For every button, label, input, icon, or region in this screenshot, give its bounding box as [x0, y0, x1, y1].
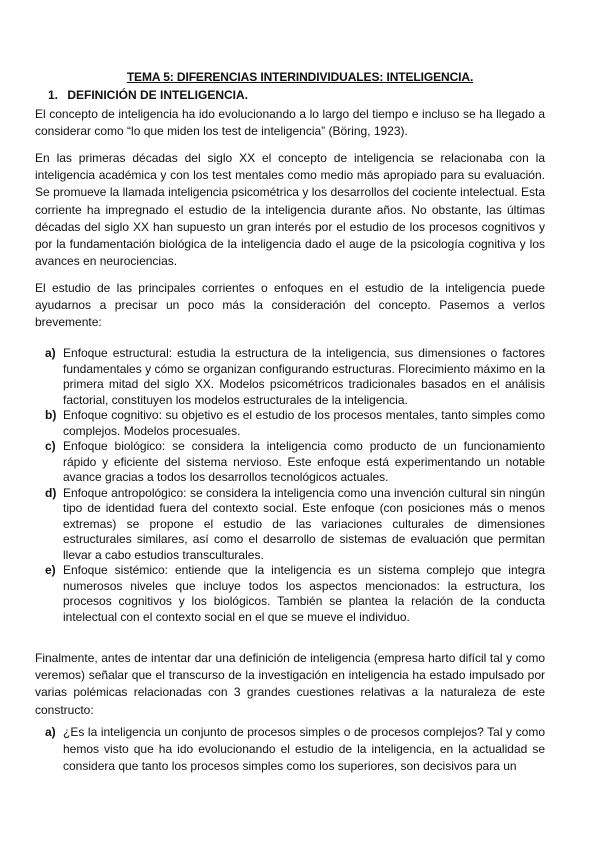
list-item-letter: d) — [45, 485, 57, 500]
list-item-text: Enfoque antropológico: se considera la inteligencia como una invención cultural sin ningún tipo de identidad fuera del contexto social. Este enfoque (con posiciones más o menos extremas) se propone el estudio de las variaciones culturales de dimensiones estructurales similares, así como el desarrollo de sistemas de evaluación que permitan llevar a cabo estudios transculturales. — [63, 485, 545, 562]
section-title: DEFINICIÓN DE INTELIGENCIA. — [67, 88, 249, 102]
paragraph-conclusion: Finalmente, antes de intentar dar una definición de inteligencia (empresa harto difícil tal y como veremos) señalar que el transcurso de la investigación en inteligencia ha estado impulsado por varias polémicas relacionadas con 3 grandes cuestiones relativas a la naturaleza de este constructo: — [35, 651, 545, 717]
list-item — [35, 563, 545, 625]
paragraph-history: En las primeras décadas del siglo XX el concepto de inteligencia se relacionaba con la inteligencia académica y con los test mentales como medio más apropiado para su evaluación. Se promueve la llamada inteligencia psicométrica y los desarrollos del cociente intelectual. Esta corriente ha impregnado el estudio de la inteligencia durante años. No obstante, las últimas décadas del siglo XX han supuesto un gran interés por el estudio de los procesos cognitivos y por la fundamentación biológica de la inteligencia dado el auge de la psicología cognitiva y los avances en neurociencias. — [35, 151, 545, 269]
list-item-text: Enfoque estructural: estudia la estructura de la inteligencia, sus dimensiones o factores fundamentales y cómo se organizan configurando estructuras. Florecimiento máximo en la primera mitad del siglo XX. Modelos psicométricos tradicionales basados en el análisis factorial, constituyen los modelos estructurales de la inteligencia. — [63, 346, 545, 407]
list-item-text: Enfoque biológico: se considera la inteligencia como producto de un funcionamiento rápido y eficiente del sistema nervioso. Este enfoque está experimentando un notable avance gracias a todos los desarrollos tecnológicos actuales. — [63, 439, 545, 484]
paragraph-approaches-intro: El estudio de las principales corrientes o enfoques en el estudio de la inteligencia puede ayudarnos a precisar un poco más la consideración del concepto. Pasemos a verlos brevemente: — [35, 281, 545, 330]
questions-list — [35, 724, 545, 776]
list-item-text: ¿Es la inteligencia un conjunto de procesos simples o de procesos complejos? Tal y como hemos visto que ha ido evolucionando el estudio de la inteligencia, en la actualidad se considera que tanto los procesos simples como los superiores, son decisivos para un — [63, 725, 545, 774]
list-item-letter: b) — [45, 408, 57, 422]
list-item — [35, 724, 545, 776]
list-item-letter: c) — [45, 439, 56, 453]
list-item-letter: a) — [45, 725, 56, 739]
section-heading — [48, 88, 248, 102]
list-item — [35, 346, 545, 408]
list-item — [35, 439, 545, 486]
list-item — [35, 486, 545, 564]
document-title: TEMA 5: DIFERENCIAS INTERINDIVIDUALES: INTELIGENCIA. — [126, 70, 474, 84]
paragraph-intro: El concepto de inteligencia ha ido evolucionando a lo largo del tiempo e incluso se ha llegado a considerar como “lo que miden los test de inteligencia” (Böring, 1923). — [35, 107, 545, 139]
list-item-letter: e) — [45, 563, 56, 577]
list-item — [35, 408, 545, 439]
list-item-text: Enfoque cognitivo: su objetivo es el estudio de los procesos mentales, tanto simples como complejos. Modelos procesuales. — [63, 408, 545, 438]
section-number: 1. — [48, 88, 59, 102]
list-item-text: Enfoque sistémico: entiende que la inteligencia es un sistema complejo que integra numerosos niveles que incluye todos los aspectos mencionados: la estructura, los procesos cognitivos y los biológicos. También se plantea la relación de la conducta intelectual con el contexto social en el que se mueve el individuo. — [63, 563, 545, 624]
approaches-list — [35, 346, 545, 625]
list-item-letter: a) — [45, 346, 56, 360]
